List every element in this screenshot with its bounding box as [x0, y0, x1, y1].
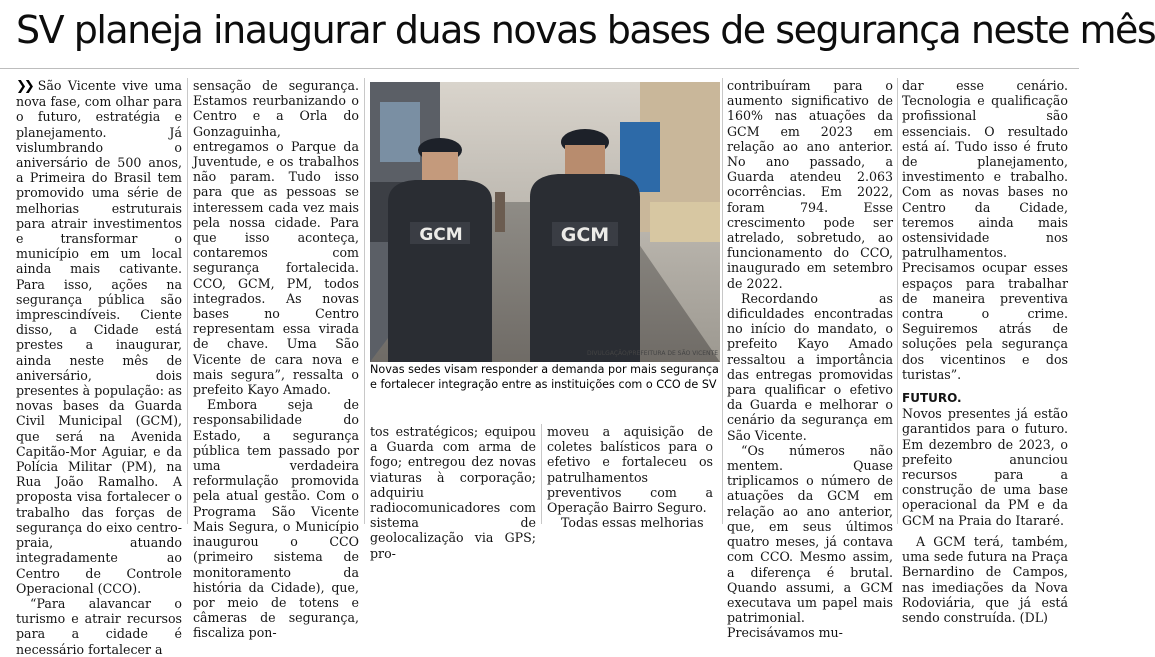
- column-divider: [364, 78, 365, 524]
- article-paragraph: ❯❯ São Vicente vive uma nova fase, com olhar para o futuro, estratégia e planejamento. Já vislumbrando o aniversário de 500 anos, a Primeira do Brasil tem promovido uma série de melhorias estruturais para atrair investimentos e transformar o município em um local ainda mais cativante. Para isso, ações na segurança pública são imprescindíveis. Ciente disso, a Cidade está prestes a inaugurar, ainda neste mês de aniversário, dois presentes à população: as novas bases da Guarda Civil Municipal (GCM), que será na Avenida Capitão-Mor Aguiar, e da Polícia Militar (PM), na Rua João Ramalho. A proposta visa fortalecer o trabalho das forças de segurança do eixo centro-praia, atuando integradamente ao Centro de Controle Operacional (CCO).: [16, 78, 182, 596]
- article-paragraph: tos estratégicos; equipou a Guarda com arma de fogo; entregou dez novas viaturas à corporação; adquiriu radiocomunicadores com sistema de geolocalização via GPS; pro-: [370, 424, 536, 561]
- page-title: SV planeja inaugurar duas novas bases de segurança neste mês: [16, 8, 1155, 52]
- article-column-3: [370, 424, 536, 561]
- article-paragraph: Embora seja de responsabilidade do Estado, a segurança pública tem passado por uma verdadeira reformulação promovida pela atual gestão. Com o Programa São Vicente Mais Segura, o Município inaugurou o CCO (primeiro sistema de monitoramento da história da Cidade), que, por meio de totens e câmeras de segurança, fiscaliza pon-: [193, 397, 359, 641]
- lead-arrow-icon: ❯❯: [16, 79, 32, 94]
- gcm-officers-photo: [370, 82, 720, 362]
- article-column-2: [193, 78, 359, 641]
- headline-rule: [0, 68, 1079, 69]
- article-paragraph: A GCM terá, também, uma sede futura na Praça Bernardino de Campos, nas imediações da Nova Rodoviária, que já está sendo construída. (DL): [902, 533, 1068, 625]
- column-divider: [187, 78, 188, 524]
- photo-credit: DIVULGAÇÃO/PREFEITURA DE SÃO VICENTE: [586, 350, 718, 357]
- article-column-6: [902, 78, 1068, 625]
- article-paragraph: Novos presentes já estão garantidos para o futuro. Em dezembro de 2023, o prefeito anunciou recursos para a construção de uma base operacional da PM e da GCM na Praia do Itararé.: [902, 406, 1068, 528]
- article-paragraph: “Os números não mentem. Quase triplicamos o número de atuações da GCM em relação ao ano anterior, que, em seus últimos quatro meses, já contava com CCO. Mesmo assim, a diferença é brutal. Quando assumi, a GCM executava um papel mais patrimonial. Precisávamos mu-: [727, 442, 893, 641]
- article-column-5: [727, 78, 893, 641]
- article-column-1: [16, 78, 182, 657]
- article-paragraph: Todas essas melhorias: [561, 515, 704, 531]
- vest-label-left: GCM: [419, 225, 463, 245]
- vest-label-right: GCM: [560, 224, 610, 246]
- column-divider: [541, 424, 542, 524]
- article-column-4: [547, 424, 713, 531]
- article-paragraph: sensação de segurança. Estamos reurbanizando o Centro e a Orla do Gonzaguinha, entregamos o Parque da Juventude, e os trabalhos não param. Tudo isso para que as pessoas se interessem cada vez mais pela nossa cidade. Para que isso aconteça, contaremos com segurança fortalecida. CCO, GCM, PM, todos integrados. As novas bases no Centro representam essa virada de chave. Uma São Vicente de cara nova e mais segura”, ressalta o prefeito Kayo Amado.: [193, 78, 359, 398]
- article-paragraph: dar esse cenário. Tecnologia e qualificação profissional são essenciais. O resultado está aí. Tudo isso é fruto de planejamento, investimento e trabalho. Com as novas bases no Centro da Cidade, teremos ainda mais ostensividade nos patrulhamentos. Precisamos ocupar esses espaços para trabalhar de maneira preventiva contra o crime. Seguiremos atrás de soluções pela segurança dos vicentinos e dos turistas”.: [902, 78, 1068, 382]
- photo-caption: Novas sedes visam responder a demanda por mais segurança e fortalecer integração entre as instituições com o CCO de SV: [370, 363, 719, 391]
- news-photo: [370, 82, 720, 362]
- section-subhead: FUTURO.: [902, 391, 962, 406]
- article-paragraph: moveu a aquisição de coletes balísticos para o efetivo e fortaleceu os patrulhamentos preventivos com a Operação Bairro Seguro.: [547, 424, 713, 516]
- article-paragraph: contribuíram para o aumento significativo de 160% nas atuações da GCM em 2023 em relação ao ano anterior. No ano passado, a Guarda atendeu 2.063 ocorrências. Em 2022, foram 794. Esse crescimento pode ser atrelado, sobretudo, ao funcionamento do CCO, inaugurado em setembro de 2022.: [727, 78, 893, 291]
- column-divider: [722, 78, 723, 524]
- article-paragraph: Recordando as dificuldades encontradas no início do mandato, o prefeito Kayo Amado ressaltou a importância das entregas promovidas para qualificar o efetivo da Guarda e melhorar o cenário da segurança em São Vicente.: [727, 290, 893, 443]
- article-paragraph: “Para alavancar o turismo e atrair recursos para a cidade é necessário fortalecer a: [16, 595, 182, 657]
- column-divider: [897, 78, 898, 524]
